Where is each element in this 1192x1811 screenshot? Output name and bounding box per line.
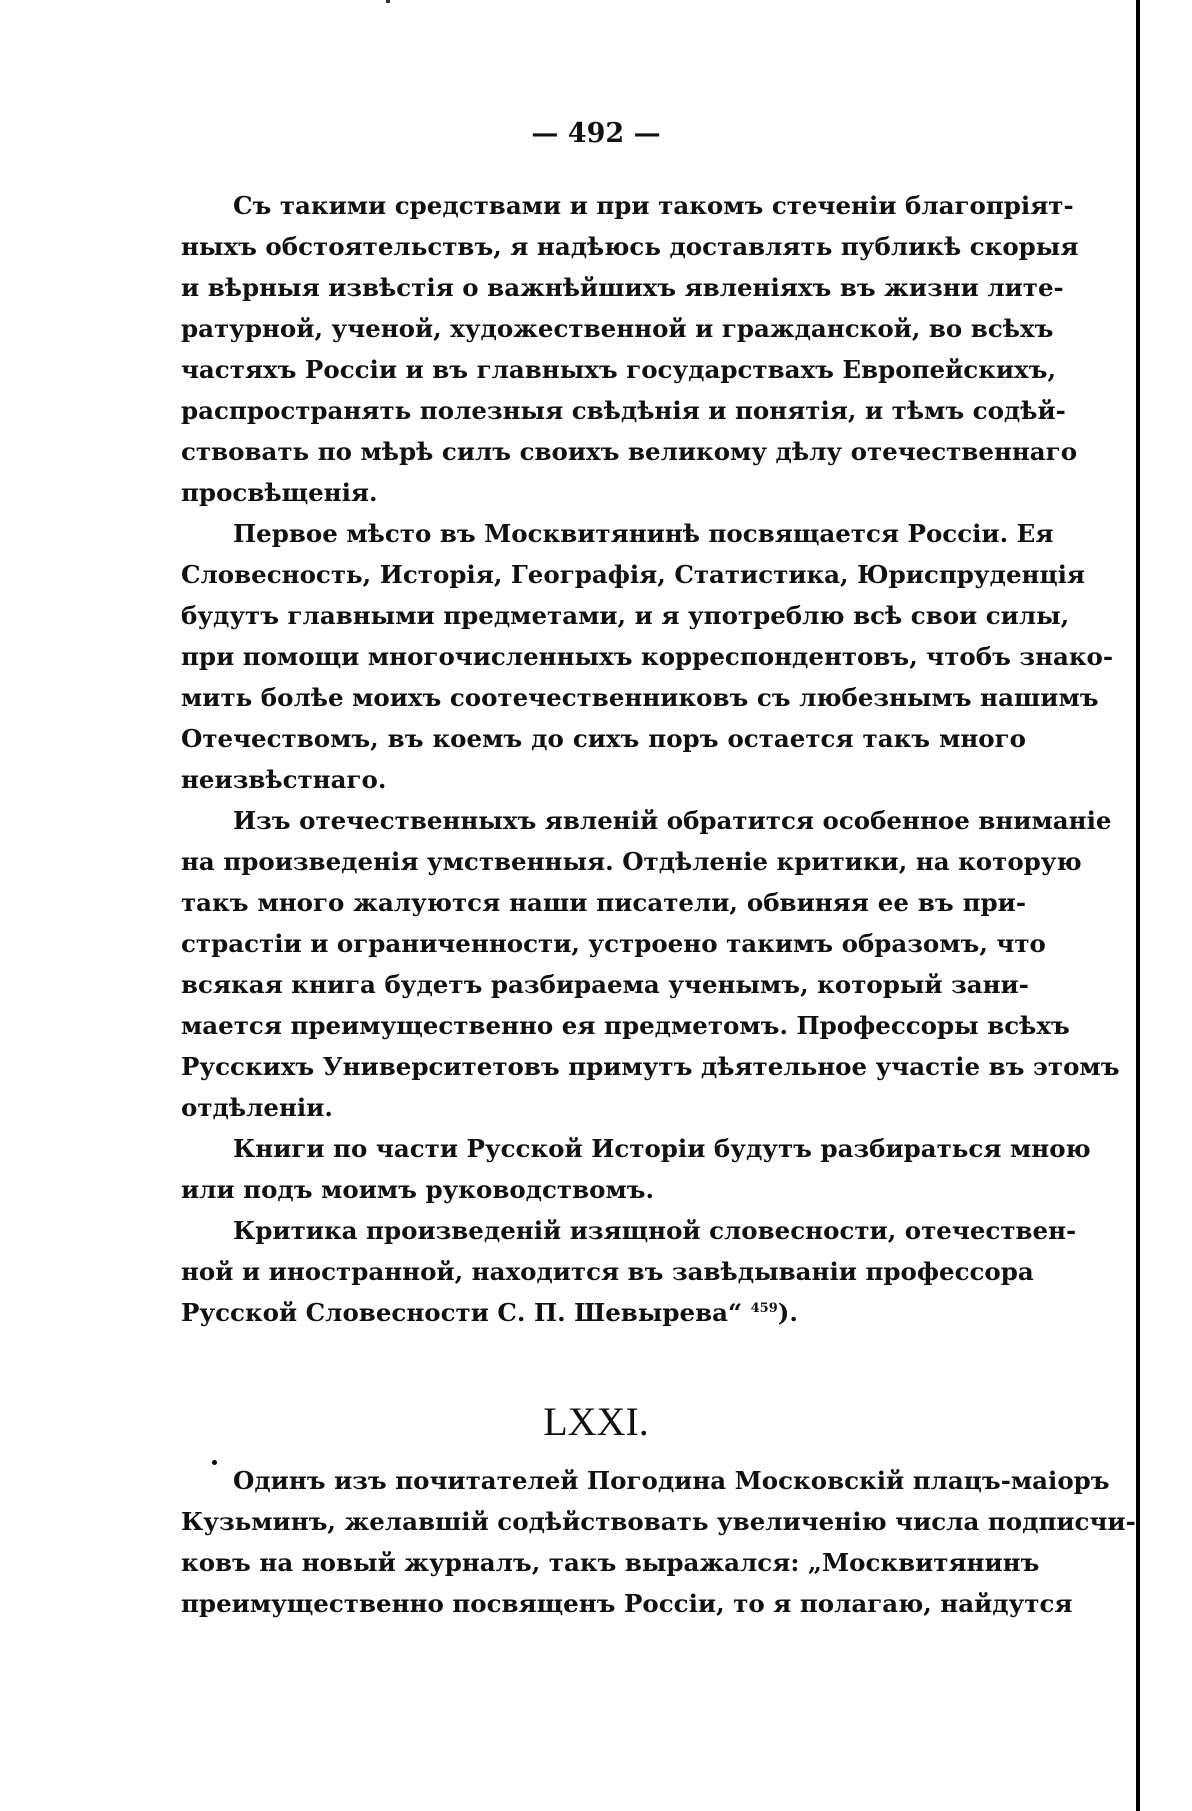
text-line: Изъ отечественныхъ явленій обратится особенное вниманіе xyxy=(233,806,1112,835)
text-line-with-footnote xyxy=(181,1292,1026,1333)
chapter-text xyxy=(181,1460,1136,1624)
text-line: просвѣщенія. xyxy=(181,478,378,507)
paragraph-5 xyxy=(181,1210,1077,1333)
text-line: распространять полезныя свѣдѣнія и понятія, и тѣмъ содѣй- xyxy=(181,396,1066,425)
text-line: преимущественно посвященъ Россіи, то я полагаю, найдутся xyxy=(181,1589,1073,1618)
paragraph-2 xyxy=(181,513,1114,800)
text-line: ковъ на новый журналъ, такъ выражался: „Москвитянинъ xyxy=(181,1548,1040,1577)
text-line: частяхъ Россіи и въ главныхъ государствахъ Европейскихъ, xyxy=(181,355,1056,384)
text-line: неизвѣстнаго. xyxy=(181,765,387,794)
text-line: Одинъ изъ почитателей Погодина Московскій плацъ-маіоръ xyxy=(233,1466,1110,1495)
text-line: Словесность, Исторія, Географія, Статистика, Юриспруденція xyxy=(181,560,1085,589)
paragraph-3 xyxy=(181,800,1120,1128)
text-line: ратурной, ученой, художественной и гражданской, во всѣхъ xyxy=(181,314,1054,343)
footnote-marker: 459 xyxy=(750,1300,778,1316)
text-line: ной и иностранной, находится въ завѣдываніи профессора xyxy=(181,1257,1034,1286)
text-line: всякая книга будетъ разбираема ученымъ, который зани- xyxy=(181,970,1029,999)
text-line: Русской Словесности С. П. Шевырева“ xyxy=(181,1298,751,1327)
main-text xyxy=(181,185,1120,1333)
text-line: мить болѣе моихъ соотечественниковъ съ любезнымъ нашимъ xyxy=(181,683,1099,712)
paragraph-4 xyxy=(181,1128,1091,1210)
text-line-end: ). xyxy=(777,1298,798,1327)
text-line: Русскихъ Университетовъ примутъ дѣятельное участіе въ этомъ xyxy=(181,1052,1120,1081)
text-line: отдѣленіи. xyxy=(181,1093,333,1122)
text-line: Критика произведеній изящной словесности, отечествен- xyxy=(233,1216,1077,1245)
text-line: и вѣрныя извѣстія о важнѣйшихъ явленіяхъ въ жизни лите- xyxy=(181,273,1064,302)
page-number: — 492 — xyxy=(531,118,661,149)
text-line: будутъ главными предметами, и я употреблю всѣ свои силы, xyxy=(181,601,1070,630)
text-line: Съ такими средствами и при такомъ стеченіи благопріят- xyxy=(233,191,1074,220)
text-line: мается преимущественно ея предметомъ. Профессоры всѣхъ xyxy=(181,1011,1070,1040)
text-line: такъ много жалуются наши писатели, обвиняя ее въ при- xyxy=(181,888,1026,917)
text-line: при помощи многочисленныхъ корреспондентовъ, чтобъ знако- xyxy=(181,642,1114,671)
paragraph-6 xyxy=(181,1460,1136,1624)
text-line: Первое мѣсто въ Москвитянинѣ посвящается Россіи. Ея xyxy=(233,519,1054,548)
text-line: ствовать по мѣрѣ силъ своихъ великому дѣлу отечественнаго xyxy=(181,437,1078,466)
text-line: Отечествомъ, въ коемъ до сихъ поръ остается такъ много xyxy=(181,724,1026,753)
paragraph-1 xyxy=(181,185,1079,513)
text-line: на произведенія умственныя. Отдѣленіе критики, на которую xyxy=(181,847,1082,876)
text-line: Книги по части Русской Исторіи будутъ разбираться мною xyxy=(233,1134,1091,1163)
text-line: Кузьминъ, желавшій содѣйствовать увеличенію числа подписчи- xyxy=(181,1507,1136,1536)
scan-speck xyxy=(386,0,390,3)
text-line: страстіи и ограниченности, устроено такимъ образомъ, что xyxy=(181,929,1046,958)
page-edge-rule xyxy=(1136,0,1140,1811)
text-line: ныхъ обстоятельствъ, я надѣюсь доставлять публикѣ скорыя xyxy=(181,232,1079,261)
chapter-heading: LXXI. xyxy=(543,1399,649,1444)
text-line: или подъ моимъ руководствомъ. xyxy=(181,1175,655,1204)
